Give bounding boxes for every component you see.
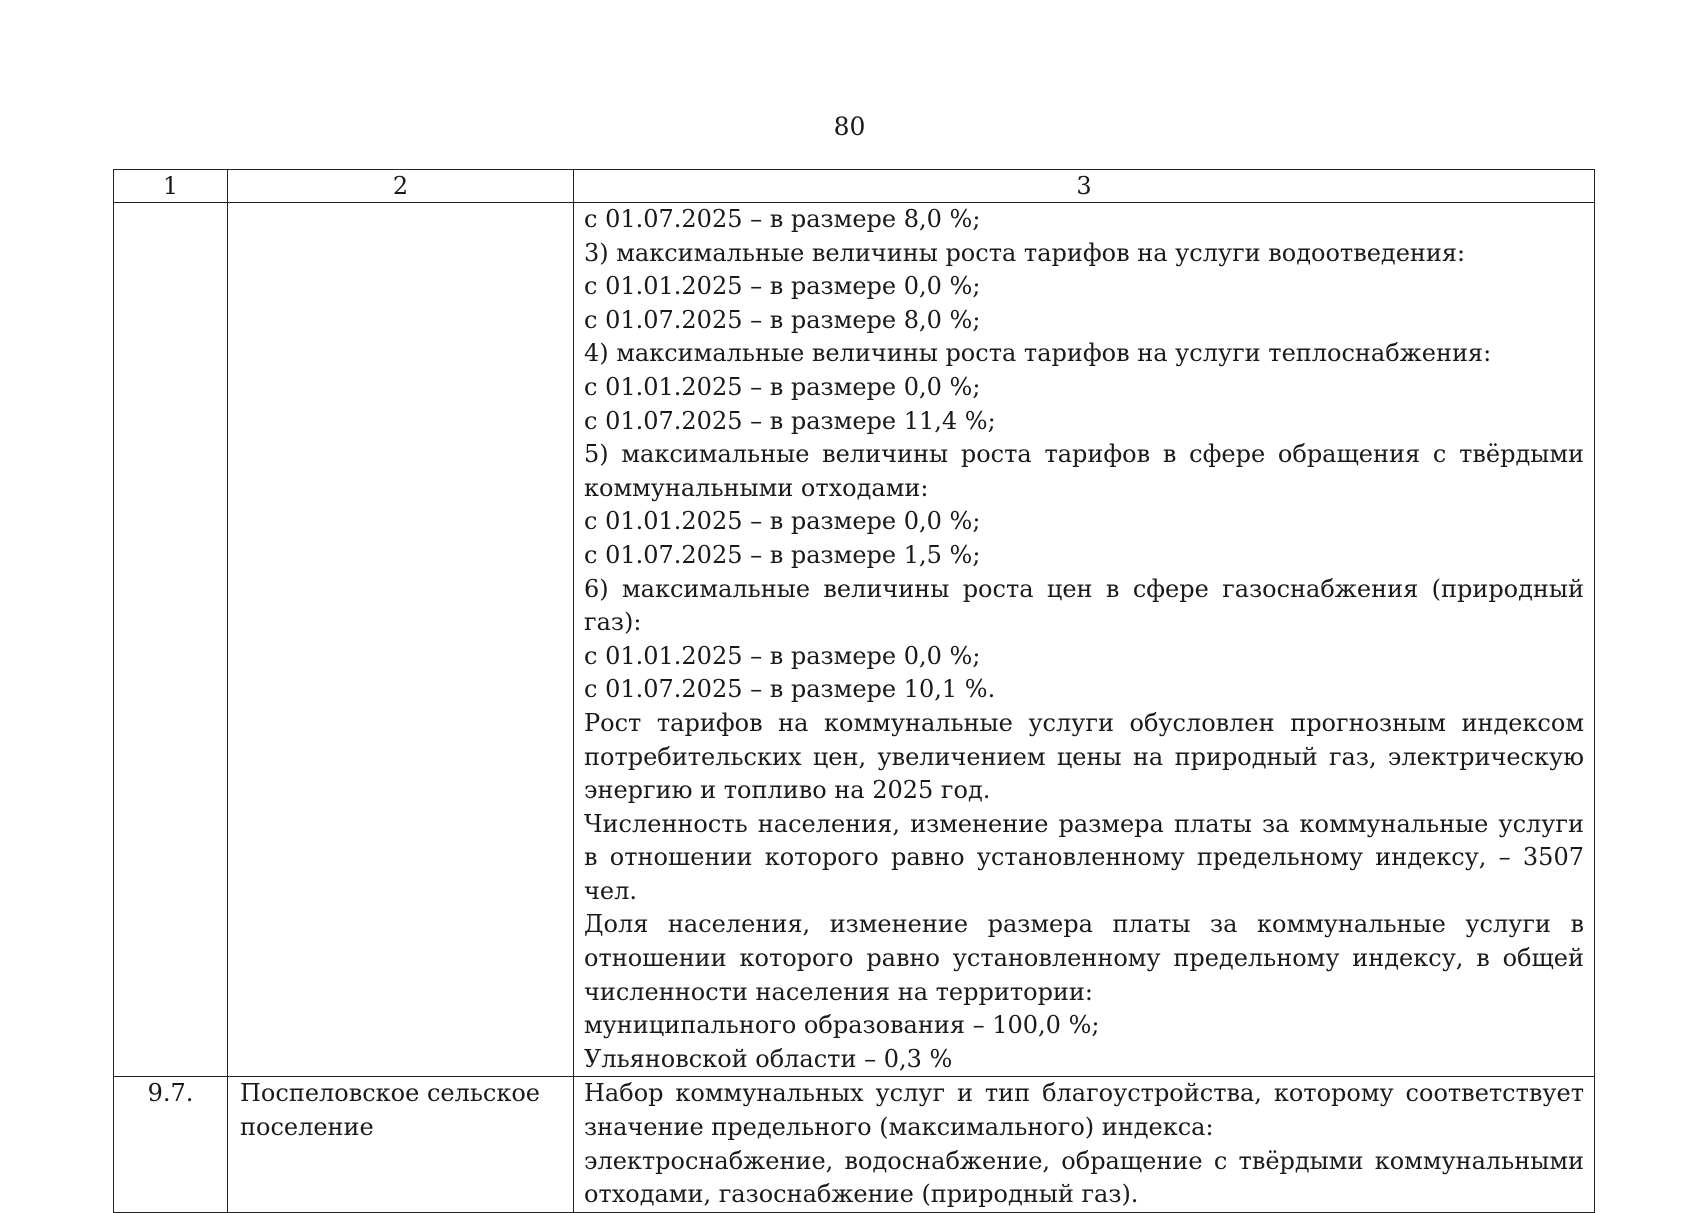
content-paragraph: 4) максимальные величины роста тарифов на услуги теплоснабжения: — [584, 339, 1492, 368]
content-paragraph: с 01.07.2025 – в размере 11,4 %; — [584, 406, 996, 435]
row-content — [574, 203, 1595, 1077]
content-paragraph: с 01.07.2025 – в размере 8,0 %; — [584, 205, 981, 233]
content-paragraph: муниципального образования – 100,0 %; — [584, 1011, 1100, 1040]
content-paragraph: с 01.01.2025 – в размере 0,0 %; — [584, 272, 981, 301]
content-paragraph: 3) максимальные величины роста тарифов на услуги водоотведения: — [584, 238, 1466, 267]
content-paragraph: Рост тарифов на коммунальные услуги обусловлен прогнозным индексом потребительских цен, увеличением цены на природный газ, электрическую энергию и топливо на 2025 год. — [584, 708, 1584, 805]
row-number: 9.7. — [114, 1077, 228, 1212]
table-row — [114, 203, 1595, 1077]
content-paragraph: Численность населения, изменение размера платы за коммунальные услуги в отношении которого равно установленному предельному индексу, – 3507 чел. — [584, 809, 1584, 905]
column-header-1: 1 — [114, 170, 228, 203]
content-paragraph: Доля населения, изменение размера платы за коммунальные услуги в отношении которого равно установленному предельному индексу, в общей численности населения на территории: — [584, 910, 1584, 1006]
content-paragraph: с 01.07.2025 – в размере 8,0 %; — [584, 305, 981, 334]
content-paragraph: с 01.01.2025 – в размере 0,0 %; — [584, 641, 981, 670]
row-name — [228, 203, 574, 1077]
content-paragraph: 5) максимальные величины роста тарифов в сфере обращения с твёрдыми коммунальными отходами: — [584, 440, 1584, 502]
content-paragraph: Ульяновской области – 0,3 % — [584, 1044, 953, 1073]
content-paragraph: с 01.07.2025 – в размере 1,5 %; — [584, 540, 981, 569]
row-name: Поспеловское сельское поселение — [228, 1077, 574, 1212]
tariff-table — [113, 169, 1595, 1213]
content-paragraph: с 01.07.2025 – в размере 10,1 %. — [584, 675, 996, 704]
content-paragraph: с 01.01.2025 – в размере 0,0 %; — [584, 507, 981, 536]
row-content — [574, 1077, 1595, 1212]
table-row — [114, 1077, 1595, 1212]
column-header-2: 2 — [228, 170, 574, 203]
table-header-row — [114, 170, 1595, 203]
content-paragraph: 6) максимальные величины роста цен в сфере газоснабжения (природный газ): — [584, 574, 1584, 637]
page-number: 80 — [833, 112, 866, 141]
content-paragraph: с 01.01.2025 – в размере 0,0 %; — [584, 372, 981, 401]
content-paragraph: электроснабжение, водоснабжение, обращение с твёрдыми коммунальными отходами, газоснабжение (природный газ). — [584, 1146, 1584, 1209]
row-number — [114, 203, 228, 1077]
column-header-3: 3 — [574, 170, 1595, 203]
content-paragraph: Набор коммунальных услуг и тип благоустройства, которому соответствует значение предельного (максимального) индекса: — [584, 1079, 1584, 1142]
